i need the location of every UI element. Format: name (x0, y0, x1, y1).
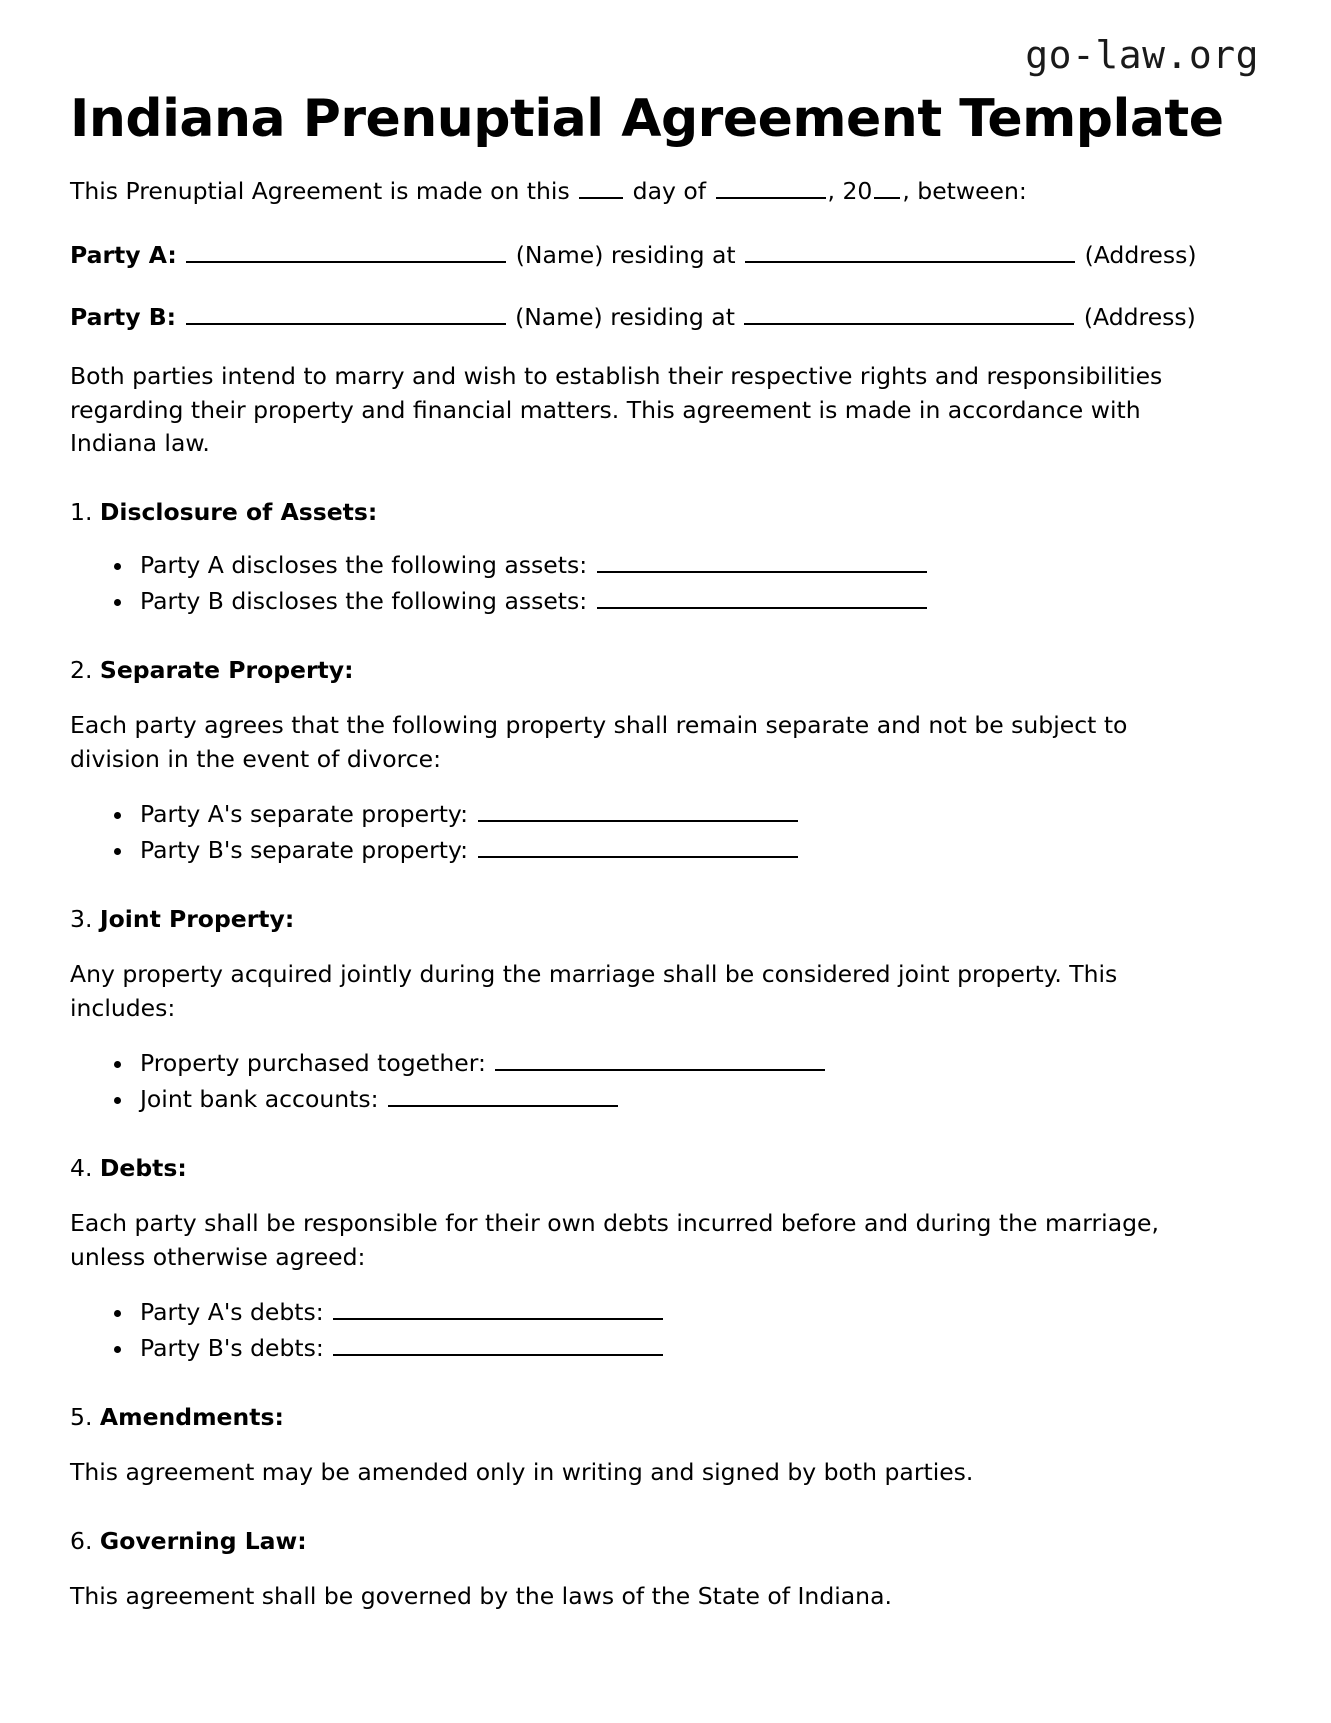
list-item (110, 1083, 1261, 1116)
bullet-text: Party B's separate property: (140, 836, 469, 865)
party-a-address-blank[interactable] (745, 239, 1075, 263)
bullet-text: Property purchased together: (140, 1049, 486, 1078)
section-number-6: 6. (70, 1526, 93, 1555)
section-6-body: This agreement shall be governed by the laws of the State of Indiana. (70, 1582, 892, 1611)
party-b-name-blank[interactable] (186, 301, 506, 325)
bullet-blank[interactable] (495, 1047, 825, 1071)
section-number-5: 5. (70, 1402, 93, 1431)
party-a-line (70, 239, 1220, 271)
bullet-blank[interactable] (388, 1084, 618, 1108)
bullet-blank[interactable] (597, 586, 927, 610)
intro-prefix: This Prenuptial Agreement is made on this (70, 177, 570, 206)
bullet-text: Party A discloses the following assets: (140, 551, 588, 580)
bullet-text: Joint bank accounts: (140, 1085, 379, 1114)
list-item (110, 1047, 1261, 1080)
section-heading-3 (70, 904, 1261, 935)
section-heading-4 (70, 1153, 1261, 1184)
list-item (110, 549, 1261, 582)
bullet-text: Party B discloses the following assets: (140, 587, 588, 616)
bullet-text: Party A's debts: (140, 1298, 324, 1327)
party-b-name-note: (Name) residing at (515, 303, 735, 332)
section-title-6: Governing Law: (99, 1526, 307, 1555)
section-title-2: Separate Property: (99, 655, 354, 684)
party-b-address-note: (Address) (1083, 303, 1196, 332)
section-number-1: 1. (70, 497, 93, 526)
section-title-5: Amendments: (99, 1402, 284, 1431)
section-number-3: 3. (70, 904, 93, 933)
section-5-body: This agreement may be amended only in writing and signed by both parties. (70, 1458, 974, 1487)
list-item (110, 1332, 1261, 1365)
bullet-blank[interactable] (478, 835, 798, 859)
bullet-blank[interactable] (597, 549, 927, 573)
section-3-body: Any property acquired jointly during the marriage shall be considered joint property. This includes: (70, 960, 1118, 1022)
section-heading-2 (70, 655, 1261, 686)
bullet-blank[interactable] (333, 1296, 663, 1320)
section-2-body: Each party agrees that the following property shall remain separate and not be subject to division in the event of divorce: (70, 711, 1128, 773)
party-b-label: Party B: (70, 303, 177, 332)
day-blank[interactable] (579, 176, 623, 200)
party-a-address-note: (Address) (1084, 240, 1197, 269)
party-a-name-note: (Name) residing at (515, 240, 736, 269)
intro-mid2: , 20 (827, 177, 873, 206)
page-title: Indiana Prenuptial Agreement Template (70, 89, 1224, 149)
list-item (110, 798, 1261, 831)
section-title-3: Joint Property: (99, 904, 295, 933)
list-item (110, 585, 1261, 618)
section-title-1: Disclosure of Assets: (99, 497, 378, 526)
section-number-2: 2. (70, 655, 93, 684)
list-item (110, 834, 1261, 867)
bullet-text: Party B's debts: (140, 1334, 324, 1363)
bullet-blank[interactable] (478, 798, 798, 822)
site-logo: go-law.org (1025, 33, 1259, 77)
section-3-bullet-list (70, 1047, 1261, 1117)
intro-mid1: day of (632, 177, 707, 206)
party-b-address-blank[interactable] (744, 301, 1074, 325)
section-title-4: Debts: (99, 1153, 187, 1182)
party-a-name-blank[interactable] (186, 239, 506, 263)
month-blank[interactable] (716, 176, 826, 200)
section-2-bullet-list (70, 798, 1261, 868)
intro-suffix: , between: (902, 177, 1027, 206)
section-1-bullet-list (70, 549, 1261, 619)
list-item (110, 1296, 1261, 1329)
section-4-body: Each party shall be responsible for their own debts incurred before and during the marriage, unless otherwise agreed: (70, 1209, 1159, 1271)
bullet-text: Party A's separate property: (140, 800, 469, 829)
section-4-bullet-list (70, 1296, 1261, 1366)
section-heading-5 (70, 1402, 1261, 1433)
section-heading-6 (70, 1526, 1261, 1557)
preamble-paragraph: Both parties intend to marry and wish to establish their respective rights and responsibilities regarding their property and financial matters. This agreement is made in accordance with Indiana law. (70, 362, 1163, 458)
bullet-blank[interactable] (333, 1333, 663, 1357)
intro-paragraph (70, 175, 1210, 208)
party-b-line (70, 301, 1220, 333)
year-blank[interactable] (874, 176, 900, 200)
party-a-label: Party A: (70, 240, 177, 269)
section-heading-1 (70, 497, 1261, 528)
section-number-4: 4. (70, 1153, 93, 1182)
